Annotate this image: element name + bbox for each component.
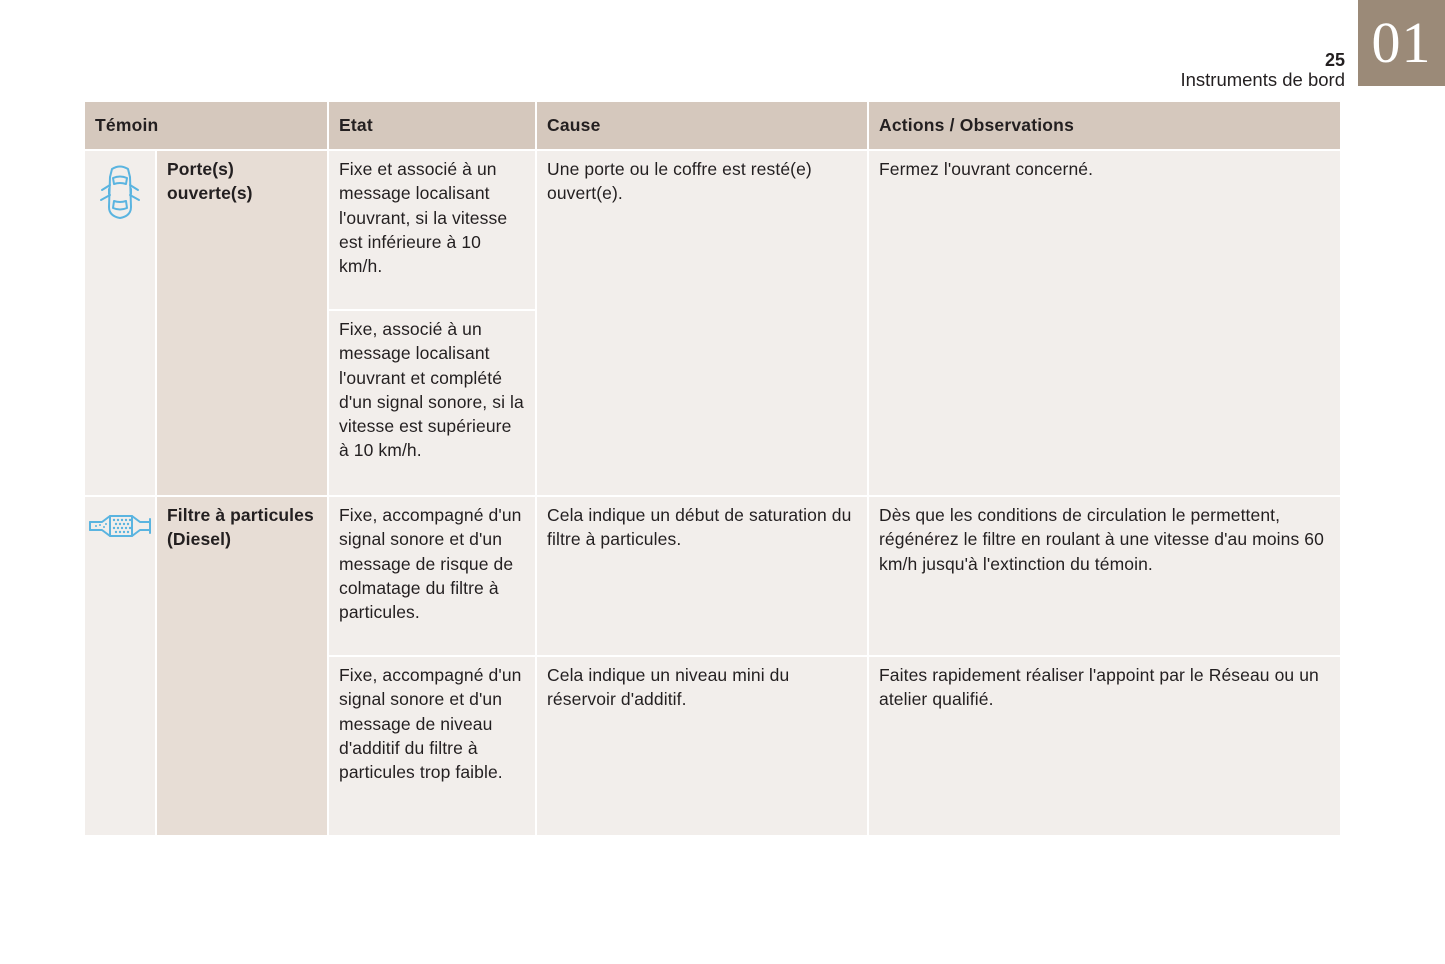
icon-cell (85, 497, 155, 835)
table-header-row (85, 102, 1340, 149)
warning-lights-table (83, 100, 1342, 837)
door-open-car-icon (85, 163, 155, 223)
particle-filter-icon (85, 509, 155, 543)
column-header-actions: Actions / Observations (869, 102, 1340, 149)
state-cell: Fixe et associé à un message localisant l'ouvrant, si la vitesse est inférieure à 10 km/h. (329, 151, 535, 309)
warning-name-doors: Porte(s) ouverte(s) (157, 151, 327, 495)
state-cell: Fixe, accompagné d'un signal sonore et d'un message de risque de colmatage du filtre à particules. (329, 497, 535, 655)
state-cell: Fixe, associé à un message localisant l'ouvrant et complété d'un signal sonore, si la vitesse est supérieure à 10 km/h. (329, 311, 535, 495)
column-header-etat: Etat (329, 102, 535, 149)
section-title: Instruments de bord (1180, 69, 1345, 90)
cause-cell: Une porte ou le coffre est resté(e) ouvert(e). (537, 151, 867, 495)
column-header-temoin: Témoin (85, 102, 327, 149)
state-cell: Fixe, accompagné d'un signal sonore et d'un message de niveau d'additif du filtre à particules trop faible. (329, 657, 535, 835)
chapter-tab: 01 (1358, 0, 1445, 86)
action-cell: Dès que les conditions de circulation le permettent, régénérez le filtre en roulant à une vitesse d'au moins 60 km/h jusqu'à l'extinction du témoin. (869, 497, 1340, 655)
page-number: 25 (1324, 50, 1345, 70)
table-row (85, 151, 1340, 309)
cause-cell: Cela indique un niveau mini du réservoir d'additif. (537, 657, 867, 835)
action-cell: Fermez l'ouvrant concerné. (869, 151, 1340, 495)
cause-cell: Cela indique un début de saturation du filtre à particules. (537, 497, 867, 655)
action-cell: Faites rapidement réaliser l'appoint par le Réseau ou un atelier qualifié. (869, 657, 1340, 835)
column-header-cause: Cause (537, 102, 867, 149)
icon-cell (85, 151, 155, 495)
table-row (85, 497, 1340, 655)
warning-name-particle-filter: Filtre à particules (Diesel) (157, 497, 327, 835)
